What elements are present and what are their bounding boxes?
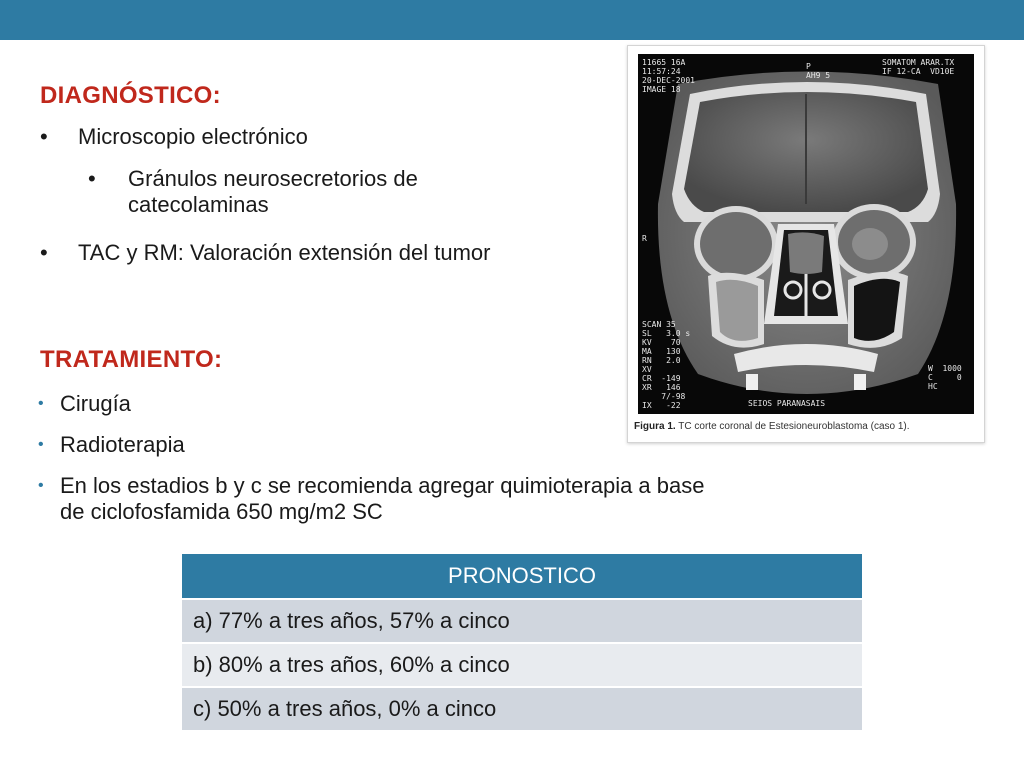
bullet-icon: •	[38, 395, 44, 412]
diagnostico-heading: DIAGNÓSTICO:	[40, 82, 221, 109]
bullet-icon: •	[38, 477, 44, 494]
ct-figure	[627, 45, 985, 443]
list-item	[38, 432, 704, 458]
list-item-label: Cirugía	[60, 391, 131, 416]
figure-caption	[634, 421, 910, 432]
diagnostico-sublist	[88, 166, 418, 218]
table-row: a) 77% a tres años, 57% a cinco	[182, 600, 862, 644]
tratamiento-heading: TRATAMIENTO:	[40, 346, 223, 373]
list-item	[40, 240, 491, 266]
ct-header-mid: P AH9 5	[806, 62, 831, 80]
bullet-icon: •	[40, 240, 48, 265]
ct-params: SCAN 35 SL 3.0 s KV 70 MA 130 RN 2.0 XV CR -149 XR 146 7/-98 IX -22	[642, 320, 691, 410]
ct-right-params: W 1000 C 0 HC	[928, 364, 962, 391]
list-item-label: Microscopio electrónico	[78, 124, 308, 149]
list-item-label: En los estadios b y c se recomienda agregar quimioterapia a base	[60, 473, 705, 498]
bullet-icon: •	[38, 436, 44, 453]
pronostico-table	[182, 554, 862, 732]
list-item-label: catecolaminas	[128, 192, 269, 217]
table-row: c) 50% a tres años, 0% a cinco	[182, 688, 862, 732]
caption-label: Figura 1.	[634, 421, 676, 432]
ct-footer: SEIOS PARANASAIS	[748, 399, 826, 408]
list-item	[38, 391, 704, 417]
ct-header-right: SOMATOM ARAR.TX IF 12-CA VD10E	[882, 58, 955, 76]
list-item-label: de ciclofosfamida 650 mg/m2 SC	[60, 499, 383, 524]
ct-header-left: 11665 16A 11:57:24 20-DEC-2001 IMAGE 18	[642, 58, 695, 94]
list-item	[38, 473, 705, 525]
ct-left-marker: R	[642, 234, 647, 243]
list-item	[88, 166, 418, 218]
table-row: b) 80% a tres años, 60% a cinco	[182, 644, 862, 688]
top-banner	[0, 0, 1024, 40]
bullet-icon: •	[88, 166, 96, 191]
ct-scan-image	[638, 54, 974, 414]
list-item-label: Gránulos neurosecretorios de	[128, 166, 418, 191]
bullet-icon: •	[40, 124, 48, 149]
list-item	[40, 124, 308, 150]
diagnostico-list-2	[40, 240, 491, 266]
table-header: PRONOSTICO	[182, 554, 862, 600]
caption-text: TC corte coronal de Estesioneuroblastoma (caso 1).	[678, 421, 910, 432]
tratamiento-list	[38, 391, 705, 525]
list-item-label: Radioterapia	[60, 432, 185, 457]
list-item-label: TAC y RM: Valoración extensión del tumor	[78, 240, 491, 265]
diagnostico-list	[40, 124, 308, 150]
